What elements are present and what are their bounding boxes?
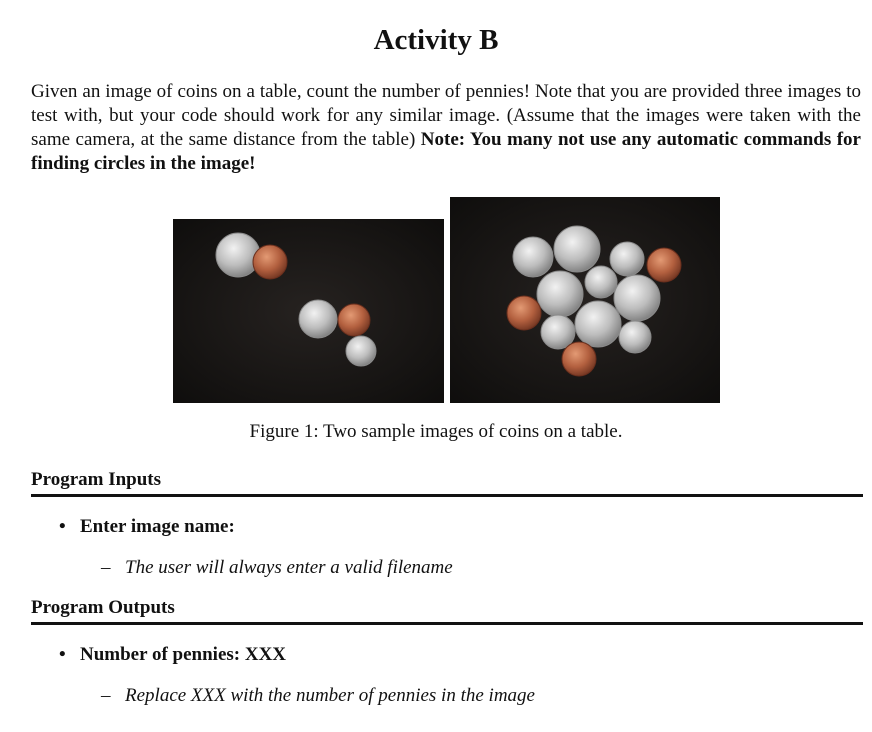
coin-quarter xyxy=(537,271,583,317)
sub-item-inputs xyxy=(101,557,453,579)
coin-penny xyxy=(562,342,596,376)
coin-penny xyxy=(647,248,681,282)
coin-dime xyxy=(619,321,651,353)
coin-photo-left xyxy=(173,219,444,403)
section-heading-outputs: Program Outputs xyxy=(31,597,863,625)
bullet-text: Enter image name: xyxy=(80,516,235,537)
coin-nickel xyxy=(299,300,337,338)
coin-penny xyxy=(253,245,287,279)
coin-nickel xyxy=(541,315,575,349)
coin-dime xyxy=(585,266,617,298)
bullet-enter-image-name xyxy=(59,516,235,538)
coin-quarter xyxy=(614,275,660,321)
coin-nickel xyxy=(513,237,553,277)
sub-item-text: Replace XXX with the number of pennies in the image xyxy=(125,685,535,706)
coin-penny xyxy=(338,304,370,336)
figure xyxy=(0,197,872,457)
figure-caption: Figure 1: Two sample images of coins on a table. xyxy=(249,421,623,442)
coin-quarter xyxy=(575,301,621,347)
coin-photo-right xyxy=(450,197,720,403)
intro-text: Given an image of coins on a table, count the number of pennies! Note that you are provided three images to test with, but your code should work for any similar image. (Assume that the images were taken with the same camera, at the same distance from the table) xyxy=(31,81,861,150)
coin-dime xyxy=(346,336,376,366)
dash-marker: – xyxy=(101,557,111,578)
section-heading-inputs: Program Inputs xyxy=(31,469,863,497)
coin-penny xyxy=(507,296,541,330)
page-title: Activity B xyxy=(373,24,499,56)
coin-nickel xyxy=(610,242,644,276)
dash-marker: – xyxy=(101,685,111,706)
sub-item-text: The user will always enter a valid filename xyxy=(125,557,453,578)
bullet-dot: • xyxy=(59,644,66,665)
bullet-dot: • xyxy=(59,516,66,537)
coin-quarter xyxy=(216,233,260,277)
intro-note: Note: You many not use any automatic commands for finding circles in the image! xyxy=(31,129,861,174)
sub-item-outputs xyxy=(101,685,535,707)
intro-paragraph xyxy=(31,80,861,176)
coin-quarter xyxy=(554,226,600,272)
bullet-number-of-pennies xyxy=(59,644,286,666)
bullet-text: Number of pennies: XXX xyxy=(80,644,287,665)
